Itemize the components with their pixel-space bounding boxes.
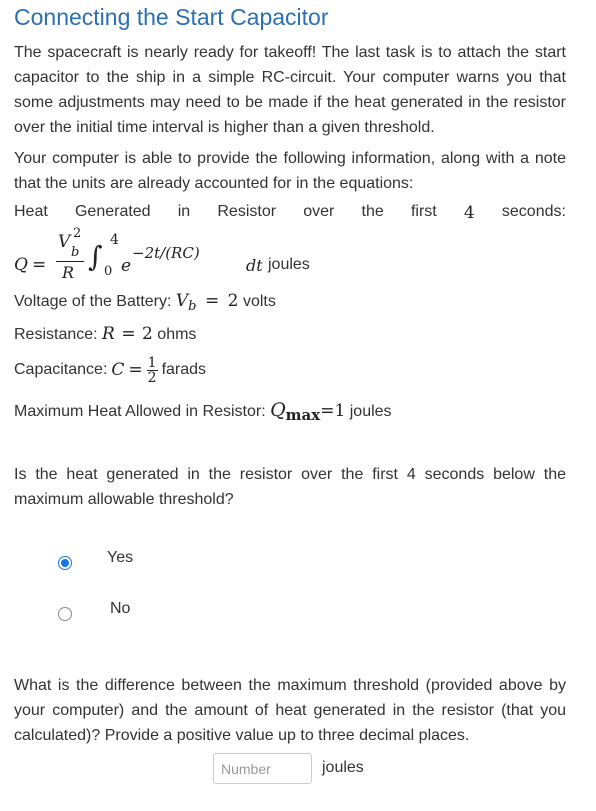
voltage-value: 2: [227, 291, 239, 311]
heat-word: Heat: [14, 203, 48, 220]
heat-word: Generated: [74, 203, 151, 220]
max-heat-line: [14, 399, 392, 424]
formula-v: V: [58, 232, 71, 252]
formula-v-sub: b: [71, 245, 80, 260]
formula-r: R: [62, 263, 75, 282]
page-title: Connecting the Start Capacitor: [14, 4, 329, 30]
voltage-subscript: b: [188, 299, 197, 315]
intro-paragraph: The spacecraft is nearly ready for takeoff! The last task is to attach the start capacitor to the ship in a simple RC-circuit. Your computer warns you that some adjustments may need to be made if the heat generated in the resistor over the initial time interval is higher than a given threshold.: [14, 44, 566, 136]
capacitance-unit: farads: [161, 361, 207, 378]
no-radio[interactable]: [58, 607, 72, 621]
heat-word: first: [410, 203, 437, 220]
yes-label[interactable]: Yes: [107, 549, 134, 566]
integral-upper-limit: 4: [110, 232, 119, 248]
capacitance-numerator: 1: [147, 354, 157, 371]
capacitance-fraction: [147, 356, 158, 385]
formula-q: Q: [14, 255, 28, 275]
capacitance-symbol: C: [111, 360, 125, 380]
formula-unit: joules: [268, 256, 310, 273]
max-heat-symbol: Q: [270, 399, 286, 421]
capacitance-equals: =: [128, 360, 143, 380]
max-heat-value: 1: [334, 401, 346, 421]
heat-generated-line: [14, 203, 566, 223]
formula-e: e: [121, 256, 132, 276]
yes-radio[interactable]: [58, 556, 72, 570]
formula-equals: =: [32, 255, 47, 275]
capacitance-label: Capacitance:: [14, 361, 108, 378]
question-2: What is the difference between the maximum threshold (provided above by your computer) and the amount of heat generated in the resistor (that you calculated)? Provide a positive value up to three decimal places.: [14, 677, 566, 744]
answer-number-input[interactable]: [213, 753, 312, 784]
max-heat-unit: joules: [349, 403, 392, 420]
heat-word: seconds:: [501, 203, 566, 220]
voltage-unit: volts: [242, 293, 276, 310]
resistance-value: 2: [142, 324, 153, 344]
formula-fraction-bar: [56, 261, 84, 262]
formula-v-sup: 2: [73, 226, 82, 241]
formula-dt: dt: [246, 256, 263, 275]
voltage-line: [14, 291, 276, 314]
no-label[interactable]: No: [110, 600, 131, 617]
resistance-equals: =: [121, 324, 136, 344]
answer-unit: joules: [322, 759, 364, 776]
voltage-label: Voltage of the Battery:: [14, 293, 172, 310]
resistance-symbol: R: [102, 324, 115, 344]
heat-formula: [14, 226, 314, 282]
heat-word: over: [303, 203, 335, 220]
resistance-line: [14, 324, 196, 344]
max-heat-equals: =: [320, 401, 335, 421]
heat-word: in: [177, 203, 191, 220]
integral-sign: ∫: [88, 240, 103, 273]
resistance-label: Resistance:: [14, 326, 98, 343]
heat-word: Resistor: [217, 203, 277, 220]
capacitance-line: [14, 353, 206, 387]
max-heat-subscript: max: [285, 406, 321, 425]
voltage-symbol: V: [175, 291, 189, 311]
integral-lower-limit: 0: [104, 264, 113, 279]
formula-exponent: −2t/(RC): [132, 244, 200, 262]
heat-seconds-number: 4: [463, 203, 475, 223]
heat-word: the: [361, 203, 384, 220]
capacitance-denominator: 2: [147, 369, 157, 386]
info-paragraph: Your computer is able to provide the following information, along with a note that the units are already accounted for in the equations:: [14, 150, 566, 192]
voltage-equals: =: [204, 291, 220, 311]
max-heat-label: Maximum Heat Allowed in Resistor:: [14, 403, 266, 420]
resistance-unit: ohms: [157, 326, 197, 343]
question-1: Is the heat generated in the resistor over the first 4 seconds below the maximum allowable threshold?: [14, 466, 566, 508]
